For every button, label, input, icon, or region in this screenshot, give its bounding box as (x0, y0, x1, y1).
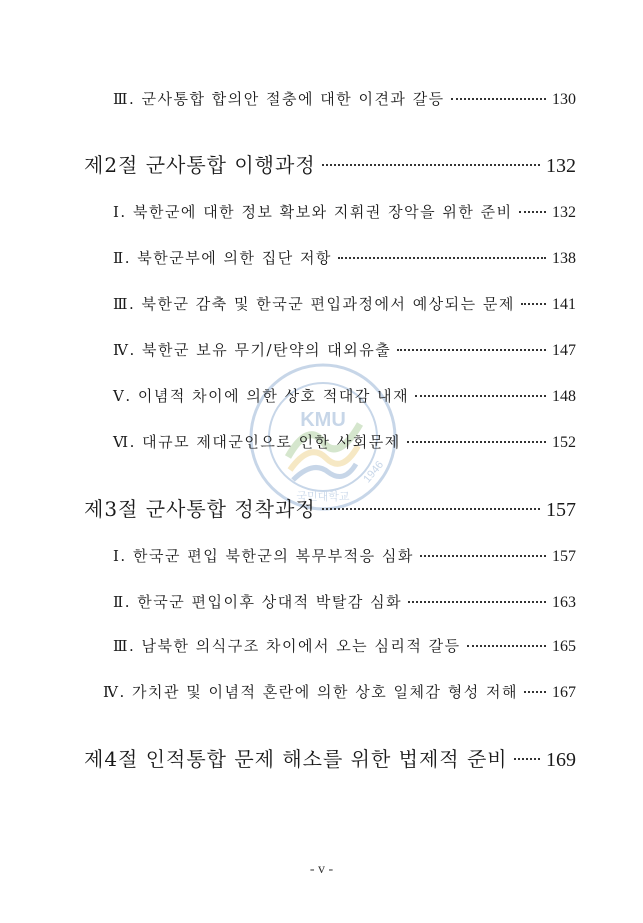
toc-entry (113, 339, 576, 360)
toc-entry-title: Ⅳ. 북한군 보유 무기/탄약의 대외유출 (113, 341, 392, 359)
seal-year: 1946 (361, 458, 387, 486)
toc-entry (113, 247, 576, 268)
toc-entry-page: 130 (552, 91, 576, 108)
toc-entry (113, 88, 576, 109)
toc-section-title: 제4절 인적통합 문제 해소를 위한 법제적 준비 (84, 747, 508, 771)
page-footer-number: - v - (309, 862, 334, 877)
toc-entry-page: 157 (552, 548, 576, 565)
toc-entry (113, 591, 576, 612)
toc-entry-page: 141 (552, 296, 576, 313)
toc-entry-page: 148 (552, 388, 576, 405)
toc-section-title: 제2절 군사통합 이행과정 (84, 153, 316, 177)
dot-leader (467, 645, 546, 647)
toc-entry-page: 163 (552, 594, 576, 611)
dot-leader (521, 303, 546, 305)
toc-entry (113, 385, 576, 406)
toc-entry (113, 635, 576, 656)
toc-section (84, 149, 576, 178)
seal-korean-name: 국민대학교 (296, 490, 350, 503)
toc-section (84, 743, 576, 772)
dot-leader (514, 758, 540, 760)
toc-entry (103, 681, 576, 702)
dot-leader (322, 508, 540, 510)
seal-wave-blue (293, 464, 356, 480)
seal-abbr: KMU (300, 409, 346, 431)
toc-entry-page: 167 (552, 684, 576, 701)
toc-entry-page: 138 (552, 250, 576, 267)
dot-leader (397, 349, 546, 351)
toc-entry-page: 147 (552, 342, 576, 359)
toc-section-title: 제3절 군사통합 정착과정 (84, 497, 316, 521)
dot-leader (451, 98, 546, 100)
toc-entry-page: 165 (552, 638, 576, 655)
toc-entry-title: Ⅰ. 한국군 편입 북한군의 복무부적응 심화 (113, 547, 414, 565)
toc-entry-title: Ⅲ. 북한군 감축 및 한국군 편입과정에서 예상되는 문제 (113, 295, 515, 313)
toc-entry-title: Ⅵ. 대규모 제대군인으로 인한 사회문제 (113, 433, 401, 451)
toc-entry-title: Ⅰ. 북한군에 대한 정보 확보와 지휘권 장악을 위한 준비 (113, 203, 513, 221)
toc-entry-title: Ⅱ. 북한군부에 의한 집단 저항 (113, 249, 332, 267)
dot-leader (407, 441, 546, 443)
dot-leader (420, 555, 546, 557)
dot-leader (519, 211, 546, 213)
dot-leader (322, 164, 540, 166)
toc-entry-title: Ⅲ. 군사통합 합의안 절충에 대한 이견과 갈등 (113, 90, 445, 108)
dot-leader (408, 601, 546, 603)
toc-entry-page: 152 (552, 434, 576, 451)
toc-entry (113, 431, 576, 452)
toc-entry (113, 201, 576, 222)
toc-entry-title: Ⅱ. 한국군 편입이후 상대적 박탈감 심화 (113, 593, 403, 611)
toc-section-page: 157 (546, 499, 576, 521)
toc-entry-page: 132 (552, 204, 576, 221)
toc-entry-title: Ⅲ. 남북한 의식구조 차이에서 오는 심리적 갈등 (113, 637, 461, 655)
toc-entry-title: Ⅳ. 가치관 및 이념적 혼란에 의한 상호 일체감 형성 저해 (103, 683, 518, 701)
toc-entry-title: Ⅴ. 이념적 차이에 의한 상호 적대감 내재 (113, 387, 410, 405)
toc-entry (113, 293, 576, 314)
dot-leader (524, 691, 546, 693)
toc-section (84, 493, 576, 522)
toc-entry (113, 545, 576, 566)
dot-leader (415, 395, 546, 397)
toc-section-page: 169 (546, 749, 576, 771)
dot-leader (338, 257, 546, 259)
toc-section-page: 132 (546, 155, 576, 177)
